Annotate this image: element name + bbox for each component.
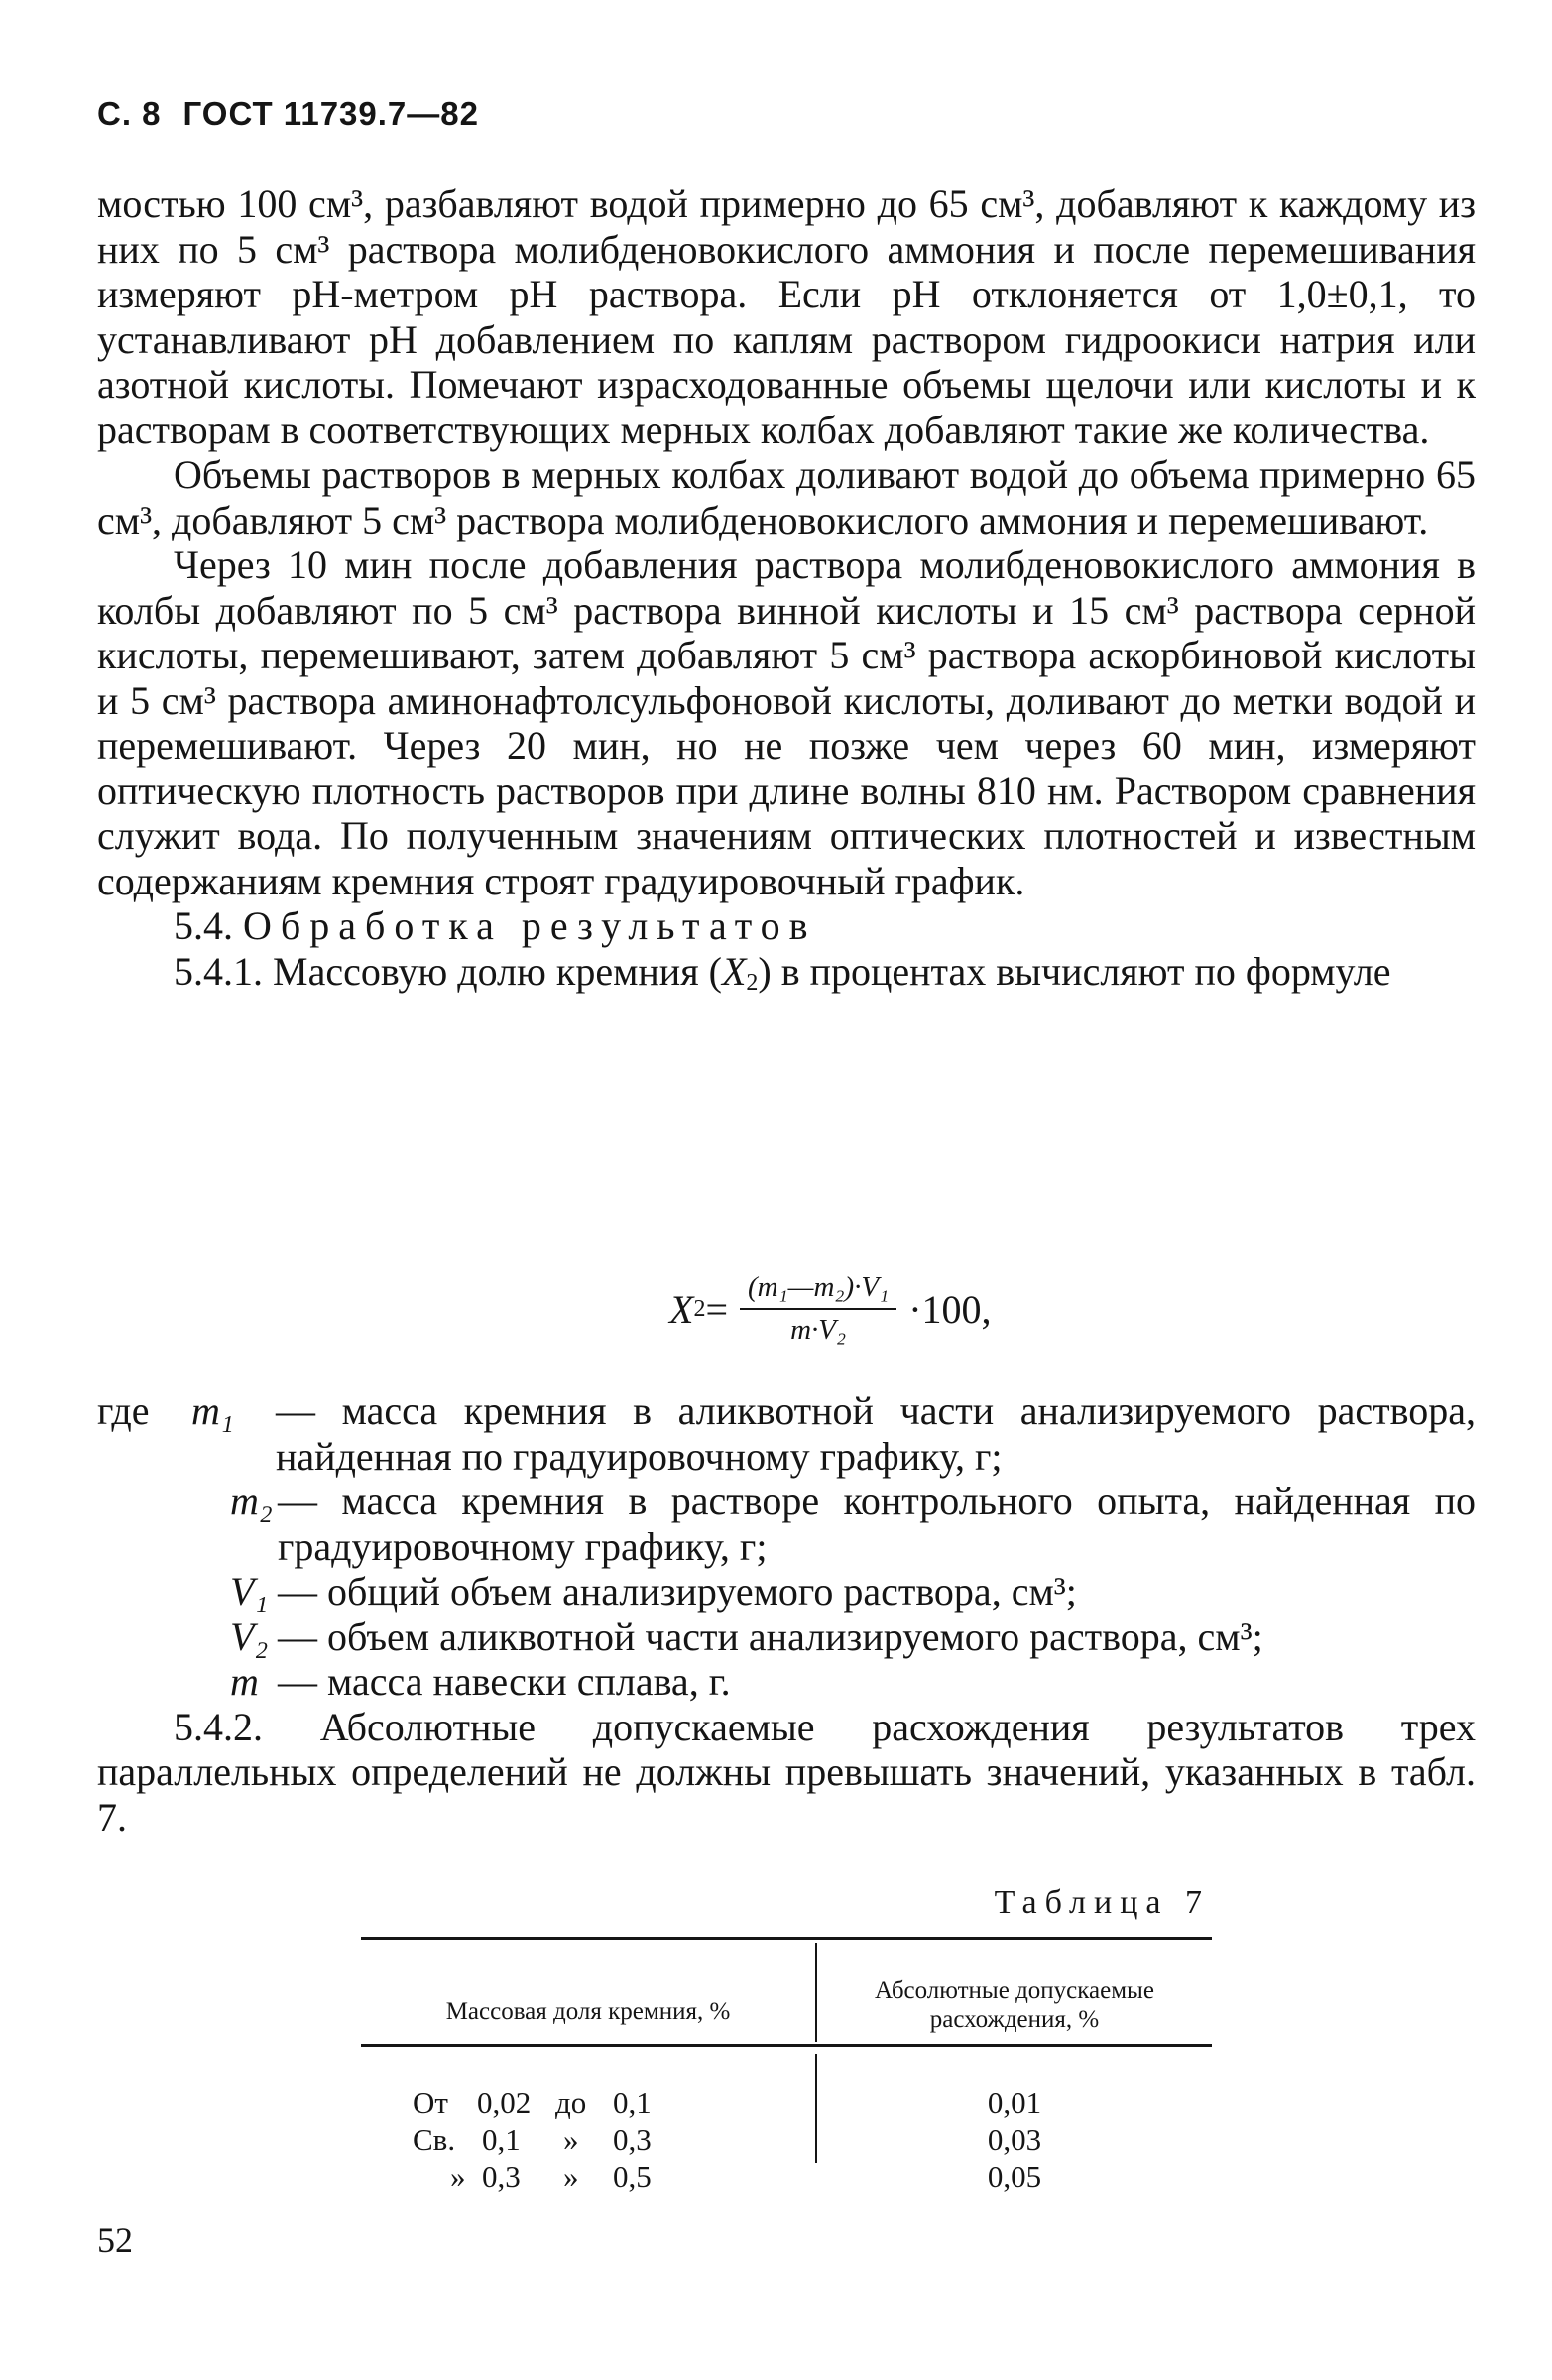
formula-denominator: m·V₂ <box>790 1314 847 1346</box>
clause-text-end: ) в процентах вычисляют по формуле <box>758 948 1391 994</box>
definition-text: — масса кремния в аликвотной части анализируемого раствора, найденная по градуировочному графику, г; <box>276 1388 1476 1479</box>
definitions <box>97 1388 1476 1840</box>
table-header-col2-line1: Абсолютные допускаемые <box>875 1977 1154 2004</box>
section-title: Обработка результатов <box>243 903 817 948</box>
body-text <box>97 181 1476 994</box>
table-header-col1: Массовая доля кремния, % <box>445 1998 731 2025</box>
variable-x: X <box>721 948 747 994</box>
definition-item <box>97 1388 1476 1479</box>
section-heading <box>97 903 1476 949</box>
definition-symbol: m₁ <box>191 1388 234 1433</box>
paragraph-5-4-1 <box>97 949 1476 995</box>
variable-sub: 2 <box>746 969 759 996</box>
row-cell-low: 0,1 <box>482 2122 521 2157</box>
row-cell-high: 0,1 <box>613 2085 652 2120</box>
formula-equals: = <box>705 1286 728 1332</box>
paragraph-1: мостью 100 см³, разбавляют водой примерно до 65 см³, добавляют к каждому из них по 5 см³ раствора молибденовокислого аммония и после перемешивания измеряют pH-метром pH раствора. Если pH отклоняется от 1,0±0,1, то устанавливают pH добавлением по каплям раствором гидроокиси натрия или азотной кислоты. Помечают израсходованные объемы щелочи или кислоты и к растворам в соответствующих мерных колбах добавляют такие же количества. <box>97 181 1476 452</box>
page-number: 52 <box>97 2220 133 2260</box>
standard-label: ГОСТ 11739.7—82 <box>182 95 479 132</box>
section-number: 5.4. <box>174 903 233 948</box>
table-header-col2 <box>817 1976 1212 2034</box>
clause-number: 5.4.1. <box>174 948 263 994</box>
table-row-value: 0,01 <box>987 2085 1042 2120</box>
formula-numerator: (m₁—m₂)·V₁ <box>740 1271 896 1310</box>
clause-text: Абсолютные допускаемые расхождения результатов трех параллельных определений не должны превышать значений, указанных в табл. 7. <box>97 1704 1476 1840</box>
table-row-value: 0,03 <box>987 2122 1042 2157</box>
paragraph-5-4-2 <box>97 1705 1476 1841</box>
table-header-rule <box>361 2044 1212 2047</box>
row-cell-to: » <box>563 2122 579 2157</box>
page-label: С. 8 <box>97 95 162 132</box>
clause-text-start: Массовую долю кремния ( <box>273 948 722 994</box>
row-cell-low: 0,02 <box>477 2085 532 2120</box>
table-header-col2-line2: расхождения, % <box>929 2006 1100 2033</box>
definition-symbol: V₂ <box>230 1613 269 1659</box>
definition-symbol: V₁ <box>230 1569 269 1613</box>
paragraph-3: Через 10 мин после добавления раствора молибденовокислого аммония в колбы добавляют по 5 см³ раствора винной кислоты и 15 см³ раствора серной кислоты, перемешивают, затем добавляют 5 см³ раствора аскорбиновой кислоты и 5 см³ раствора аминонафтолсульфоновой кислоты, доливают до метки водой и перемешивают. Через 20 мин, но не позже чем через 60 мин, измеряют оптическую плотность растворов при длине волны 810 нм. Раствором сравнения служит вода. По полученным значениям оптических плотностей и известным содержаниям кремния строят градуировочный график. <box>97 542 1476 903</box>
clause-number: 5.4.2. <box>174 1704 263 1749</box>
definition-text: — масса навески сплава, г. <box>278 1659 731 1704</box>
definition-text: — масса кремния в растворе контрольного опыта, найденная по градуировочному графику, г; <box>278 1479 1476 1569</box>
definition-symbol: m <box>230 1659 259 1704</box>
definition-symbol: m₂ <box>230 1479 273 1523</box>
formula: X 2 = $\frac{\text{(m₁—m₂)·V₁}}{\text{m·V₂}}$ ·100, <box>669 1271 992 1346</box>
row-cell-to: » <box>563 2159 579 2194</box>
table-row-value: 0,05 <box>987 2159 1042 2194</box>
table-caption: Таблица 7 <box>994 1884 1210 1921</box>
row-cell-from: Св. <box>413 2122 456 2157</box>
row-cell-from: » <box>450 2159 466 2194</box>
row-cell-low: 0,3 <box>482 2159 521 2194</box>
definition-text: — объем аликвотной части анализируемого раствора, см³; <box>278 1613 1263 1659</box>
page-header <box>97 95 501 133</box>
row-cell-from: От <box>413 2085 448 2120</box>
paragraph-2: Объемы растворов в мерных колбах доливают водой до объема примерно 65 см³, добавляют 5 см³ раствора молибденовокислого аммония и перемешивают. <box>97 452 1476 542</box>
definition-item <box>97 1659 1476 1705</box>
definition-item <box>97 1569 1476 1614</box>
row-cell-to: до <box>555 2085 587 2120</box>
defs-intro: где <box>97 1388 150 1433</box>
formula-tail: ·100, <box>908 1286 992 1332</box>
row-cell-high: 0,5 <box>613 2159 652 2194</box>
row-cell-high: 0,3 <box>613 2122 652 2157</box>
definition-text: — общий объем анализируемого раствора, см³; <box>278 1569 1077 1613</box>
formula-fraction <box>740 1271 896 1347</box>
table-top-rule <box>361 1937 1212 1940</box>
formula-lhs: X <box>669 1286 694 1332</box>
definition-item <box>97 1614 1476 1660</box>
definition-item <box>97 1479 1476 1569</box>
